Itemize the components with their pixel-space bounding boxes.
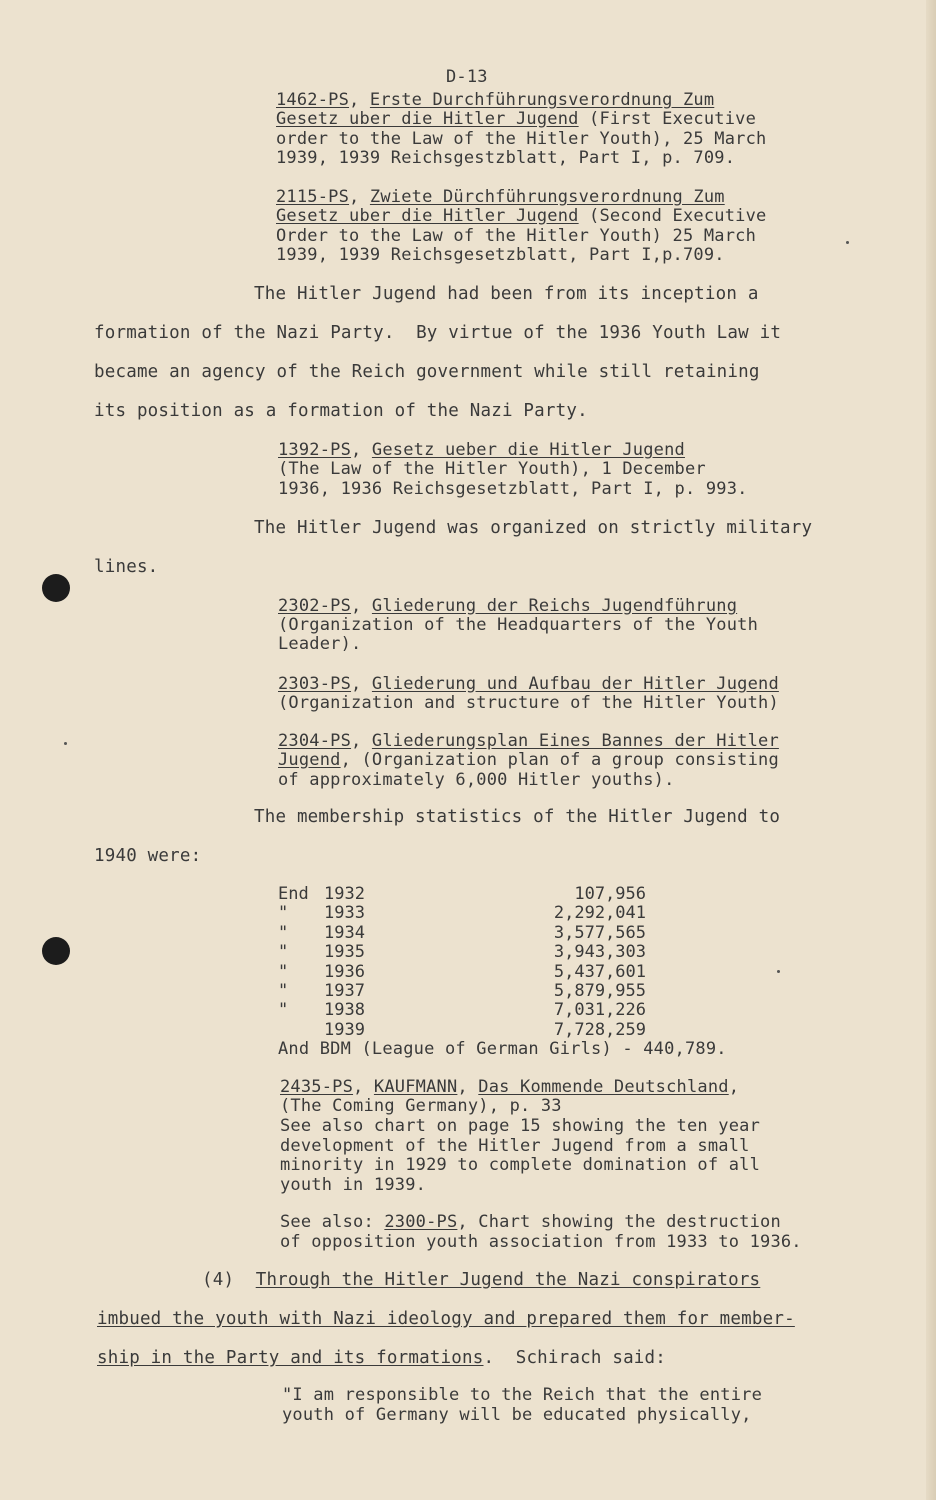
doc-ref: 2115-PS xyxy=(276,187,350,207)
quote-text: "I am responsible to the Reich that the entire xyxy=(282,1385,763,1405)
stat-label: " xyxy=(278,1000,289,1021)
citation-2300: See also: 2300-PS, Chart showing the destruction xyxy=(280,1212,781,1232)
section-heading: (4) Through the Hitler Jugend the Nazi conspirators xyxy=(202,1270,761,1290)
paper-speck xyxy=(64,742,67,745)
stat-label: End xyxy=(278,884,309,904)
page-edge xyxy=(926,0,936,1500)
stat-label: " xyxy=(278,942,289,963)
body-paragraph: The Hitler Jugend had been from its inception a xyxy=(254,284,759,304)
citation-title: Gesetz ueber die Hitler Jugend xyxy=(371,440,685,460)
body-paragraph: The membership statistics of the Hitler Jugend to xyxy=(254,807,781,827)
stat-year: 1932 xyxy=(324,884,365,904)
stat-value: 7,728,259 xyxy=(553,1019,646,1040)
body-paragraph: The Hitler Jugend was organized on strictly military xyxy=(254,518,813,538)
stat-year: 1935 xyxy=(324,942,365,963)
citation-title: Gliederungsplan Eines Bannes der Hitler xyxy=(371,731,779,751)
doc-ref: 2302-PS xyxy=(278,596,352,616)
stat-value: 2,292,041 xyxy=(553,903,646,924)
citation-title: Das Kommende Deutschland xyxy=(478,1077,729,1097)
doc-ref: 2435-PS xyxy=(280,1077,354,1097)
stat-year: 1936 xyxy=(324,961,365,982)
stat-value: 3,577,565 xyxy=(553,922,646,943)
doc-ref: 1392-PS xyxy=(278,440,352,460)
stat-label: " xyxy=(278,922,289,943)
stat-year: 1939 xyxy=(324,1019,365,1040)
document-page: D-13 1462-PS, Erste Durchführungsverordnung Zum Gesetz uber die Hitler Jugend (First Executive order to the Law of the Hitler Youth), 25 March 1939, 1939 Reichsgestzblatt, Part I, p. 709. 2115-PS, Zwiete Dürchführungsverordnung Zum Gesetz uber die Hitler Jugend (Second Executive Order to the Law of the Hitler Youth) 25 March 1939, 1939 Reichsgesetzblatt, Part I,p.709. The Hitler Jugend had been from its inception a formation of the Nazi Party. By virtue of the 1936 Youth Law it became an agency of the Reich government while still retaining its position as a formation of the Nazi Party. 1392-PS, Gesetz ueber die Hitler Jugend (The Law of the Hitler Youth), 1 December 1936, 1936 Reichsgesetzblatt, Part I, p. 993. The Hitler Jugend was organized on strictly military lines. 2302-PS, Gliederung der Reichs Jugendführung (Organization of the Headquarters of the Youth Leader). 2303-PS, Gliederung und Aufbau der Hitler Jugend (Organization and structure of the Hitler Youth) 2304-PS, Gliederungsplan Eines Bannes der Hitler Jugend, (Organization plan of a group consisting of approximately 6,000 Hitler youths). The membership statistics of the Hitler Jugend to 1940 were: End 1932 107,956 " 1933 2,292,041 " 1934 3,577,565 " 1935 3,943,303 " 1936 5,437,601 " 1937 5,879,955 " 1938 7,031,226 1939 7,728,259 And BDM (League of German Girls) - 440,789. 2435-PS, KAUFMANN, Das Kommende Deutschland, (The Coming Germany), p. 33 See also chart on page 15 showing the ten year development of the Hitler Jugend from a small minority in 1929 to complete domination of all youth in 1939. See also: 2300-PS, Chart showing the destruction of opposition youth association from 1933 to 1936. (4) Through the Hitler Jugend the Nazi conspirators imbued the youth with Nazi ideology and prepared them for member- ship in the Party and its formations. Schirach said: "I am responsible to the Reich that the entire youth of Germany will be educated physically, xyxy=(0,0,936,1500)
stat-year: 1933 xyxy=(324,903,365,924)
citation-title: Erste Durchführungsverordnung Zum xyxy=(369,90,715,110)
stat-value: 107,956 xyxy=(574,884,646,904)
stat-value: 5,437,601 xyxy=(553,961,646,982)
stat-label: " xyxy=(278,980,289,1001)
citation-2115: 2115-PS, Zwiete Dürchführungsverordnung Zum xyxy=(276,187,725,207)
stat-value: 3,943,303 xyxy=(553,942,646,963)
stat-label: " xyxy=(278,903,289,924)
doc-ref: 2304-PS xyxy=(278,731,352,751)
stat-value: 7,031,226 xyxy=(553,1000,646,1021)
citation-2303: 2303-PS, Gliederung und Aufbau der Hitler Jugend xyxy=(278,674,779,694)
doc-ref: 2303-PS xyxy=(278,674,352,694)
stat-year: 1934 xyxy=(324,922,365,943)
citation-title: Zwiete Dürchführungsverordnung Zum xyxy=(369,187,725,207)
citation-2304: 2304-PS, Gliederungsplan Eines Bannes der Hitler xyxy=(278,731,779,751)
citation-title: Gliederung der Reichs Jugendführung xyxy=(371,596,738,616)
stat-value: 5,879,955 xyxy=(553,980,646,1001)
paper-speck xyxy=(846,241,849,244)
citation-title: Gliederung und Aufbau der Hitler Jugend xyxy=(371,674,779,694)
citation-1392: 1392-PS, Gesetz ueber die Hitler Jugend xyxy=(278,440,685,460)
bdm-line: And BDM (League of German Girls) - 440,789. xyxy=(278,1039,727,1059)
punch-hole xyxy=(42,574,70,602)
page-number: D-13 xyxy=(446,67,488,87)
stat-year: 1937 xyxy=(324,980,365,1001)
doc-ref: 2300-PS xyxy=(384,1212,458,1232)
stat-label: " xyxy=(278,961,289,982)
stat-year: 1938 xyxy=(324,1000,365,1021)
doc-ref: 1462-PS xyxy=(276,90,350,110)
citation-2435: 2435-PS, KAUFMANN, Das Kommende Deutschland, xyxy=(280,1077,740,1097)
citation-1462: 1462-PS, Erste Durchführungsverordnung Zum xyxy=(276,90,715,110)
citation-author: KAUFMANN xyxy=(373,1077,458,1097)
punch-hole xyxy=(42,937,70,965)
citation-2302: 2302-PS, Gliederung der Reichs Jugendführung xyxy=(278,596,738,616)
paper-speck xyxy=(777,970,780,973)
